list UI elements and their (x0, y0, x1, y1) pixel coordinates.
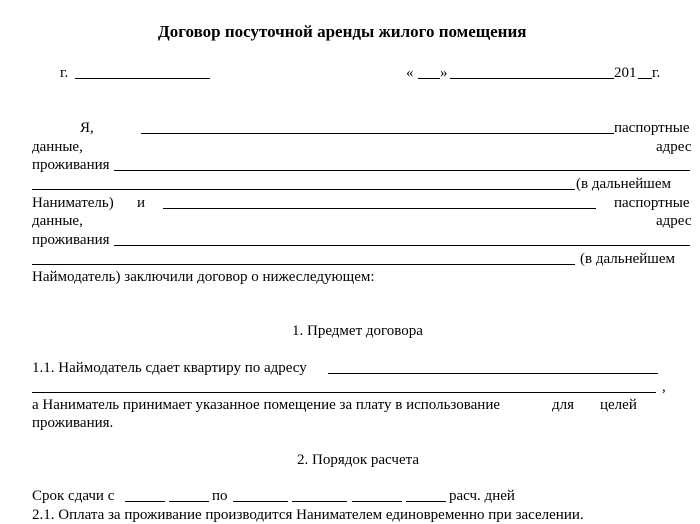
date-open-quote: « (406, 65, 414, 81)
ya-label: Я, (80, 120, 94, 136)
city-blank[interactable] (75, 78, 210, 79)
landlord-passport-label: паспортные (614, 195, 690, 211)
term-to-blank-1[interactable] (233, 501, 288, 502)
term-from-blank-1[interactable] (125, 501, 165, 502)
term-po-label: по (212, 488, 228, 504)
tenant-role-name: Наниматель) (32, 195, 114, 211)
term-label: Срок сдачи с (32, 488, 115, 504)
day-blank[interactable] (418, 78, 440, 79)
tenant-address-blank-1[interactable] (114, 170, 690, 171)
and-label: и (137, 195, 146, 211)
landlord-address-label: адрес (656, 213, 692, 229)
apartment-address-blank-2[interactable] (32, 392, 656, 393)
landlord-data-label: данные, (32, 213, 83, 229)
landlord-address-blank-2[interactable] (32, 264, 575, 265)
section1-heading: 1. Предмет договора (292, 323, 423, 339)
tenant-name-blank[interactable] (141, 133, 614, 134)
term-days-label: расч. дней (449, 488, 515, 504)
landlord-residence-label: проживания (32, 232, 110, 248)
clause-1-1-for: для (552, 397, 575, 413)
tenant-residence-label: проживания (32, 157, 110, 173)
landlord-address-blank-1[interactable] (114, 245, 690, 246)
clause-1-1: 1.1. Наймодатель сдает квартиру по адресу (32, 360, 307, 376)
parties-conclusion: Наймодатель) заключили договор о нижеследующем: (32, 269, 375, 285)
landlord-role-note: (в дальнейшем (580, 251, 675, 267)
tenant-address-label: адрес (656, 139, 692, 155)
date-close-quote: » (440, 65, 448, 81)
term-from-blank-2[interactable] (169, 501, 209, 502)
term-to-blank-3[interactable] (352, 501, 402, 502)
address-comma: , (662, 379, 666, 395)
tenant-role-note: (в дальнейшем (576, 176, 671, 192)
year-prefix: 201 (614, 65, 637, 81)
term-days-blank[interactable] (406, 501, 446, 502)
year-suffix: г. (652, 65, 661, 81)
city-label: г. (60, 65, 69, 81)
apartment-address-blank-1[interactable] (328, 373, 658, 374)
term-to-blank-2[interactable] (292, 501, 347, 502)
clause-1-1-end: проживания. (32, 415, 114, 431)
tenant-address-blank-2[interactable] (32, 189, 575, 190)
clause-1-1-purposes: целей (600, 397, 637, 413)
section2-heading: 2. Порядок расчета (297, 452, 420, 468)
clause-1-1-continuation: а Наниматель принимает указанное помещение за плату в использование (32, 397, 501, 413)
tenant-data-label: данные, (32, 139, 83, 155)
month-blank[interactable] (450, 78, 614, 79)
year-blank[interactable] (638, 78, 652, 79)
landlord-name-blank[interactable] (163, 208, 596, 209)
tenant-passport-label: паспортные (614, 120, 690, 136)
clause-2-1: 2.1. Оплата за проживание производится Нанимателем единовременно при заселении. (32, 507, 584, 523)
document-title: Договор посуточной аренды жилого помещения (158, 22, 527, 41)
